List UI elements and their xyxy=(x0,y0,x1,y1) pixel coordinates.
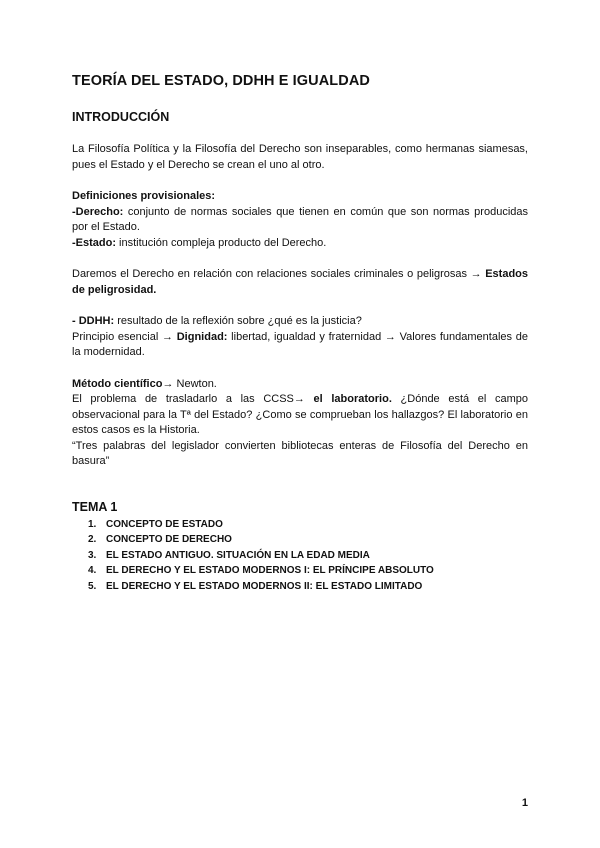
definition-derecho xyxy=(72,205,528,236)
ddhh-text: resultado de la reflexión sobre ¿qué es la justicia? xyxy=(114,315,362,327)
definition-derecho-text: conjunto de normas sociales que tienen en común que son normas producidas por el Estado. xyxy=(72,205,528,233)
list-item xyxy=(72,579,528,595)
list-item xyxy=(72,563,528,579)
list-item xyxy=(72,532,528,548)
list-item-number: 3. xyxy=(88,549,97,561)
list-item xyxy=(72,548,528,564)
list-item-label: EL DERECHO Y EL ESTADO MODERNOS I: EL PRÍNCIPE ABSOLUTO xyxy=(106,565,434,576)
dignidad-label: Dignidad: xyxy=(176,330,228,343)
definitions-heading xyxy=(72,189,528,205)
metodo-line xyxy=(72,377,528,393)
list-item-label: CONCEPTO DE ESTADO xyxy=(106,518,223,530)
list-item-label: CONCEPTO DE DERECHO xyxy=(106,534,232,545)
peligrosidad-bold: Estados de peligrosidad. xyxy=(72,268,528,296)
metodo-label: Método científico xyxy=(72,377,163,390)
definition-estado-text: institución compleja producto del Derecho. xyxy=(116,236,327,249)
metodo-paragraph xyxy=(72,392,528,439)
list-item-number: 1. xyxy=(88,518,97,530)
definition-estado-label: -Estado: xyxy=(72,236,116,249)
definition-derecho-label: -Derecho: xyxy=(72,205,124,218)
document-title: TEORÍA DEL ESTADO, DDHH E IGUALDAD xyxy=(72,73,370,89)
page-content xyxy=(72,73,528,594)
principio-text: Principio esencial → xyxy=(72,330,177,343)
list-item-label: EL DERECHO Y EL ESTADO MODERNOS II: EL ESTADO LIMITADO xyxy=(106,580,423,592)
definition-estado xyxy=(72,236,528,252)
legislador-quote: “Tres palabras del legislador convierten bibliotecas enteras de Filosofía del Derecho en basura” xyxy=(72,439,528,467)
page-number: 1 xyxy=(521,797,528,809)
metodo-line1-text: El problema de trasladarlo a las CCSS→ xyxy=(72,393,314,405)
dignidad-text: libertad, igualdad y fraternidad → Valores fundamentales de la modernidad. xyxy=(72,330,528,358)
list-item-number: 4. xyxy=(88,565,97,576)
definitions-heading-text: Definiciones provisionales: xyxy=(72,190,216,202)
ddhh-line xyxy=(72,314,528,330)
metodo-after-label: → Newton. xyxy=(162,377,217,390)
intro-paragraph: La Filosofía Política y la Filosofía del Derecho son inseparables, como hermanas siamesas, pues el Estado y el Derecho se crean el uno al otro. xyxy=(72,143,528,171)
peligrosidad-paragraph xyxy=(72,267,528,298)
list-item-number: 5. xyxy=(88,580,97,592)
list-item-number: 2. xyxy=(88,534,97,545)
intro-heading: INTRODUCCIÓN xyxy=(72,110,170,124)
metodo-line1-bold: el laboratorio. xyxy=(313,393,392,405)
ddhh-label: - DDHH: xyxy=(72,315,115,327)
metodo-line1-rest: ¿Dónde está el campo observacional para la Tª del Estado? ¿Como se comprueban los hallazgos? El laboratorio en estos casos es la Historia. xyxy=(72,393,528,436)
tema-heading: TEMA 1 xyxy=(72,499,118,514)
peligrosidad-text: Daremos el Derecho en relación con relaciones sociales criminales o peligrosas → xyxy=(72,268,486,280)
list-item xyxy=(72,517,528,533)
tema-topic-list xyxy=(72,517,528,595)
principio-paragraph xyxy=(72,330,528,361)
list-item-label: EL ESTADO ANTIGUO. SITUACIÓN EN LA EDAD MEDIA xyxy=(106,549,370,561)
